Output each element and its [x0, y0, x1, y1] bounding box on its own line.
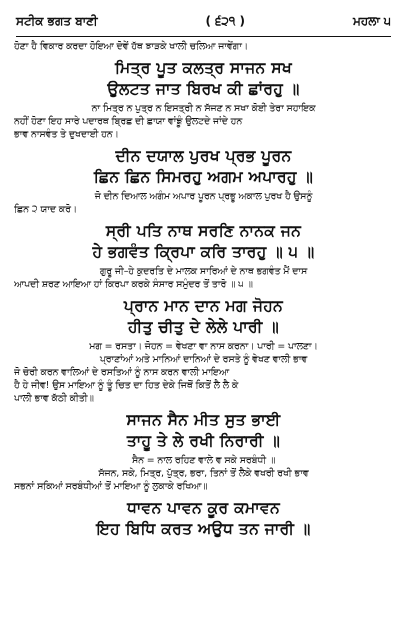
verse-line: ਇਹ ਬਿਧਿ ਕਰਤ ਅਉਧ ਤਨ ਜਾਰੀ ॥ — [96, 520, 311, 538]
verse-line: ਹੇ ਭਗਵੰਤ ਕ੍ਰਿਪਾ ਕਰਿ ਤਾਰਹੁ ॥ ੫ ॥ — [92, 243, 315, 261]
verse-line: ਮਿਤ੍ਰ ਪੂਤ ਕਲਤ੍ਰ ਸਾਜਨ ਸਖ — [115, 59, 292, 77]
verse-line: ਧਾਵਨ ਪਾਵਨ ਕੂਰ ਕਮਾਵਨ — [127, 499, 280, 517]
commentary-line: ਗੁਰੂ ਜੀ–ਹੇ ਕੁਦਰਤਿ ਦੇ ਮਾਲਕ ਸਾਰਿਆਂ ਦੇ ਨਾਥ ਭਗਵੰਤ ਮੈਂ ਦਾਸ — [99, 266, 308, 277]
commentary-line: ਆਪਦੀ ਸ਼ਰਣ ਆਇਆ ਹਾਂ ਕਿਰਪਾ ਕਰਕੇ ਸੰਸਾਰ ਸਮੁੰਦਰ ਤੋਂ ਤਾਰੋ ॥ ੫ ॥ — [14, 279, 253, 290]
page-number: ( ੬੨੧ ) — [205, 13, 245, 28]
commentary-line: ਸੱਜਨ, ਸਕੇ, ਮਿਤ੍ਰ, ਪੁੱਤ੍ਰ, ਭਰਾ, ਤਿਨਾਂ ਤੋਂ ਲੈਕੇ ਵਖਰੀ ਰਖੀ ਭਾਵ — [98, 468, 309, 479]
book-title: ਸਟੀਕ ਭਗਤ ਬਾਣੀ — [16, 13, 98, 28]
commentary-line: ਜੋ ਦੀਨ ਦਿਆਲ ਅਗੰਮ ਅਪਾਰ ਪੂਰਨ ਪ੍ਰਭੂ ਅਕਾਲ ਪੁਰਖ ਹੈ ਉਸਨੂੰ — [94, 191, 313, 202]
commentary-line: ਸਭਨਾਂ ਸਕਿਆਂ ਸਰਬੰਧੀਆਂ ਤੋਂ ਮਾਇਆ ਨੂੰ ਲੁਕਾਕੇ ਰਖਿਆ॥ — [14, 481, 208, 492]
section-title: ਮਹਲਾ ੫ — [352, 13, 391, 28]
glossary-line: ਮਗ = ਰਸਤਾ। ਜੋਹਨ = ਵੇਖਣਾ ਵਾ ਨਾਸ ਕਰਨਾ। ਪਾਰੀ = ਪਾਲਣਾ। — [89, 341, 318, 352]
commentary-line: ਛਿਨ ੨ ਯਾਦ ਕਰੋ। — [14, 204, 77, 215]
commentary-line: ਹੈ ਹੇ ਜੀਵ! ਉਸ ਮਾਇਆ ਨੂੰ ਤੂੰ ਚਿਤ ਦਾ ਹਿਤ ਦੇਕੇ ਜਿਥੋਂ ਕਿਤੋਂ ਲੈ ਲੈ ਕੇ — [14, 380, 239, 391]
commentary-line: ਨਹੀਂ ਹੋਣਾ ਇਹ ਸਾਰੇ ਪਦਾਰਥ ਬ੍ਰਿਛ ਦੀ ਛਾਯਾ ਵਾਂਙੂੰ ਉਲਟਦੇ ਜਾਂਦੇ ਹਨ — [14, 116, 243, 127]
verse-line: ਉਲਟਤ ਜਾਤ ਬਿਰਖ ਕੀ ਛਾਂਰਹੁ ॥ — [107, 80, 300, 98]
verse-line: ਦੀਨ ਦਯਾਲ ਪੁਰਖ ਪ੍ਰਭ ਪੂਰਨ — [115, 147, 292, 165]
commentary-line: ਨਾ ਮਿਤ੍ਰ ਨ ਪੁਤ੍ਰ ਨ ਇਸਤ੍ਰੀ ਨ ਸੱਜਣ ਨ ਸਖਾ ਕੋਈ ਤੇਰਾ ਸਹਾਇਕ — [91, 103, 316, 114]
header-divider — [16, 36, 391, 37]
verse-line: ਸ੍ਰੀ ਪਤਿ ਨਾਥ ਸਰਣਿ ਨਾਨਕ ਜਨ — [105, 222, 302, 240]
verse-line: ਹੀਤੁ ਚੀਤੁ ਦੇ ਲੇਲੇ ਪਾਰੀ ॥ — [128, 318, 279, 336]
commentary-line: ਪ੍ਰਾਣਾਂਆਂ ਅਤੇ ਮਾਨਿਆਂ ਦਾਨਿਆਂ ਦੇ ਰਸਤੇ ਨੂੰ ਵੇਖਣ ਵਾਲੀ ਭਾਵ — [99, 354, 308, 365]
verse-line: ਸਾਜਨ ਸੈਨ ਮੀਤ ਸੁਤ ਭਾਈ — [126, 411, 281, 429]
verse-line: ਪ੍ਰਾਨ ਮਾਨ ਦਾਨ ਮਗ ਜੋਹਨ — [123, 297, 284, 315]
page-header — [16, 10, 391, 32]
commentary-line: ਹੋਣਾ ਹੈ ਵਿਕਾਰ ਕਰਦਾ ਹੋਇਆ ਦੋਵੇਂ ਹੱਥ ਝਾੜਕੇ ਖਾਲੀ ਚਲਿਆ ਜਾਵੇਂਗਾ। — [14, 41, 248, 52]
commentary-line: ਪਾਲੀ ਭਾਵ ਕੱਠੀ ਕੀਤੀ॥ — [14, 393, 94, 404]
verse-line: ਛਿਨ ਛਿਨ ਸਿਮਰਹੁ ਅਗਮ ਅਪਾਰਹੁ ॥ — [93, 168, 314, 186]
commentary-line: ਭਾਵ ਨਾਸਵੰਤ ਤੇ ਦੁਖਦਾਈ ਹਨ। — [14, 129, 119, 140]
page-body — [14, 40, 393, 636]
glossary-line: ਸੈਨ = ਨਾਲ ਰਹਿਣ ਵਾਲੇ ਵ ਸਕੇ ਸਰਬੰਧੀ ॥ — [131, 455, 276, 466]
verse-line: ਤਾਹੂ ਤੇ ਲੇ ਰਖੀ ਨਿਰਾਰੀ ॥ — [126, 432, 281, 450]
commentary-line: ਜੋ ਚੋਰੀ ਕਰਨ ਵਾਲਿਆਂ ਦੇ ਰਸਤਿਆਂ ਨੂੰ ਨਾਸ ਕਰਨ ਵਾਲੀ ਮਾਇਆ — [14, 367, 229, 378]
